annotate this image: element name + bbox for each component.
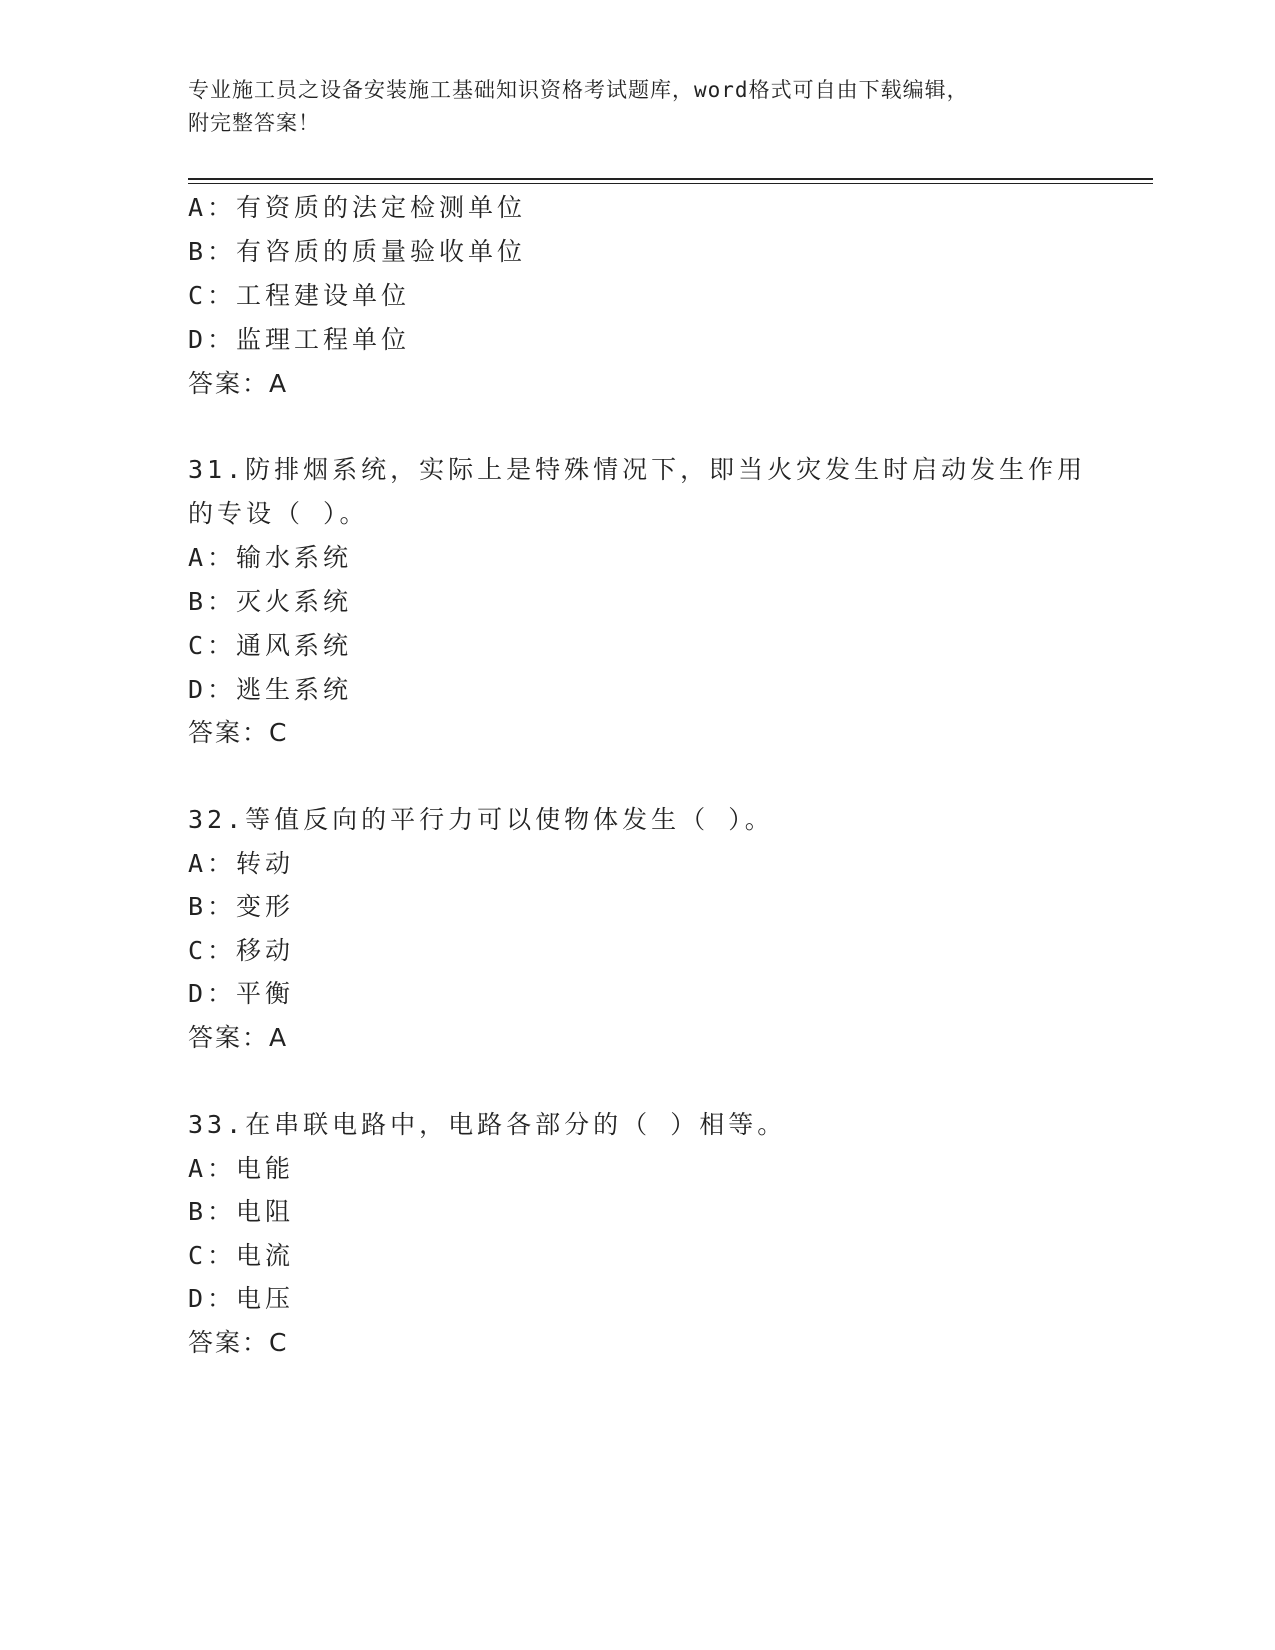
header-divider-thin bbox=[188, 183, 1153, 184]
q32-option-a: A：转动 bbox=[188, 849, 295, 878]
q33-option-a: A：电能 bbox=[188, 1154, 295, 1183]
q32-answer: 答案：A bbox=[188, 1023, 289, 1052]
q32-option-c: C：移动 bbox=[188, 936, 295, 965]
q32-option-b: B：变形 bbox=[188, 892, 295, 921]
prev-option-b: B：有咨质的质量验收单位 bbox=[188, 237, 527, 266]
header-line-1: 专业施工员之设备安装施工基础知识资格考试题库，word格式可自由下载编辑， bbox=[188, 78, 969, 102]
q31-stem-line-1: 31.防排烟系统，实际上是特殊情况下，即当火灾发生时启动发生作用 bbox=[188, 455, 1087, 484]
q31-option-c: C：通风系统 bbox=[188, 631, 353, 660]
q33-answer: 答案：C bbox=[188, 1328, 289, 1357]
header-divider-thick bbox=[188, 178, 1153, 180]
q33-stem-line-1: 33.在串联电路中，电路各部分的（ ）相等。 bbox=[188, 1110, 787, 1139]
document-header bbox=[188, 74, 1068, 140]
q32-stem-line-1: 32.等值反向的平行力可以使物体发生（ ）。 bbox=[188, 805, 774, 834]
q31-stem-line-2: 的专设（ ）。 bbox=[188, 499, 369, 528]
prev-answer: 答案：A bbox=[188, 369, 289, 398]
prev-option-c: C：工程建设单位 bbox=[188, 281, 411, 310]
prev-option-a: A：有资质的法定检测单位 bbox=[188, 193, 527, 222]
prev-option-d: D：监理工程单位 bbox=[188, 325, 411, 354]
q31-option-b: B：灭火系统 bbox=[188, 587, 353, 616]
q31-option-d: D：逃生系统 bbox=[188, 675, 353, 704]
q33-option-b: B：电阻 bbox=[188, 1197, 295, 1226]
q33-option-c: C：电流 bbox=[188, 1241, 295, 1270]
header-line-2: 附完整答案！ bbox=[188, 111, 320, 135]
q33-option-d: D：电压 bbox=[188, 1284, 295, 1313]
q31-option-a: A：输水系统 bbox=[188, 543, 353, 572]
q31-answer: 答案：C bbox=[188, 718, 289, 747]
q32-option-d: D：平衡 bbox=[188, 979, 295, 1008]
